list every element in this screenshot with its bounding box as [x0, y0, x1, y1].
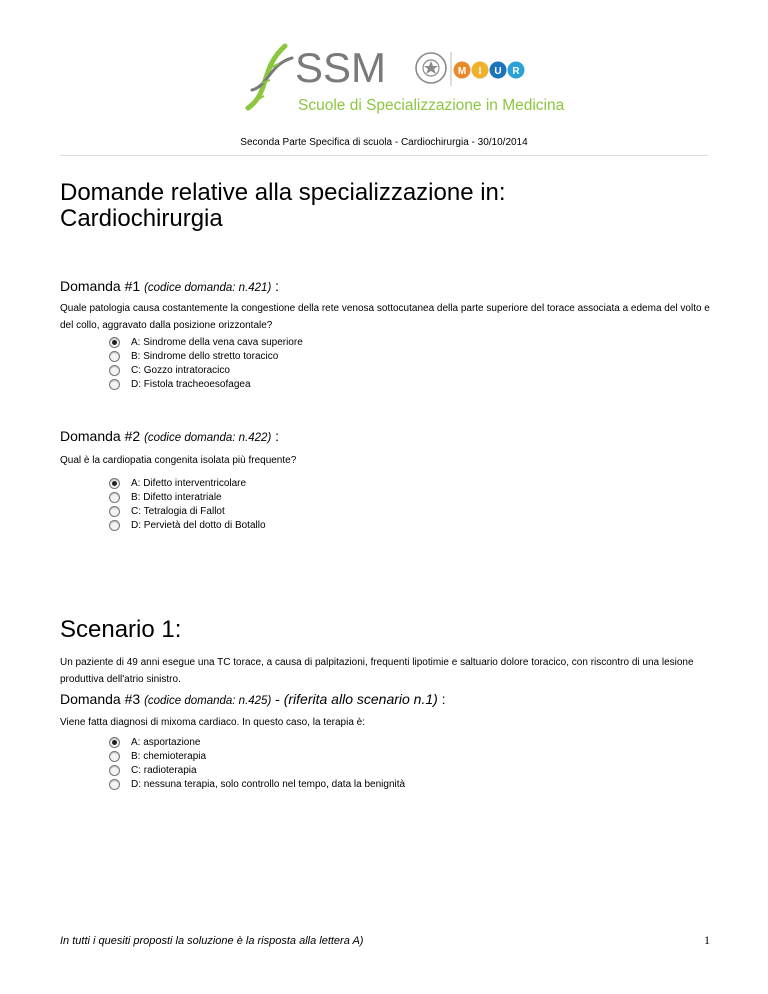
- question-3-separator: -: [271, 691, 284, 707]
- exam-header: Seconda Parte Specifica di scuola - Cardiochirurgia - 30/10/2014: [240, 137, 528, 148]
- question-1-colon: :: [271, 278, 280, 294]
- question-2-code: (codice domanda: n.422): [144, 432, 272, 444]
- radio-checked-icon[interactable]: [109, 337, 120, 348]
- page-title: [60, 180, 700, 232]
- page-title-line2: Cardiochirurgia: [60, 205, 223, 232]
- question-3-number: Domanda #3: [60, 691, 141, 707]
- q1-option-a[interactable]: [109, 335, 303, 349]
- header-divider: [60, 155, 708, 156]
- q2-option-c-label: C: Tetralogia di Fallot: [131, 505, 225, 517]
- radio-unchecked-icon[interactable]: [109, 365, 120, 376]
- q3-option-d-label: D: nessuna terapia, solo controllo nel tempo, data la benignità: [131, 778, 406, 790]
- q3-option-a[interactable]: [109, 735, 405, 749]
- logo-subtitle: Scuole di Specializzazione in Medicina: [298, 97, 565, 114]
- q1-option-c[interactable]: [109, 363, 303, 377]
- svg-text:U: U: [494, 66, 502, 77]
- q1-option-d-label: D: Fistola tracheoesofagea: [131, 378, 251, 390]
- radio-unchecked-icon[interactable]: [109, 351, 120, 362]
- question-3-colon: :: [437, 691, 446, 707]
- question-2-colon: :: [271, 428, 280, 444]
- q2-option-d-label: D: Pervietà del dotto di Botallo: [131, 519, 266, 531]
- question-2-title: [60, 428, 279, 444]
- question-2-options: [109, 476, 266, 532]
- question-1-options: [109, 335, 303, 391]
- page-title-line1: Domande relative alla specializzazione in:: [60, 179, 506, 206]
- radio-unchecked-icon[interactable]: [109, 751, 120, 762]
- question-1-code: (codice domanda: n.421): [144, 282, 272, 294]
- q3-option-b-label: B: chemioterapia: [131, 750, 207, 762]
- q1-option-b-label: B: Sindrome dello stretto toracico: [131, 350, 279, 362]
- question-3-title: [60, 691, 446, 707]
- dna-helix-icon: [248, 46, 292, 108]
- logo-brand: SSM: [295, 44, 387, 91]
- scenario-title: Scenario 1:: [60, 616, 182, 643]
- q1-option-b[interactable]: [109, 349, 303, 363]
- radio-unchecked-icon[interactable]: [109, 379, 120, 390]
- q3-option-c[interactable]: [109, 763, 405, 777]
- q2-option-a[interactable]: [109, 476, 266, 490]
- q2-option-b[interactable]: [109, 490, 266, 504]
- radio-unchecked-icon[interactable]: [109, 492, 120, 503]
- q3-option-a-label: A: asportazione: [131, 736, 201, 748]
- ssm-logo: [240, 38, 565, 118]
- radio-unchecked-icon[interactable]: [109, 779, 120, 790]
- footer-note: In tutti i quesiti proposti la soluzione è la risposta alla lettera A): [60, 935, 364, 947]
- q2-option-a-label: A: Difetto interventricolare: [131, 477, 247, 489]
- question-1-text: Quale patologia causa costantemente la congestione della rete venosa sottocutanea della parte superiore del torace associata a edema del volto e del collo, aggravato dalla posizione orizzontale?: [60, 303, 710, 331]
- q1-option-c-label: C: Gozzo intratoracico: [131, 364, 230, 376]
- q1-option-a-label: A: Sindrome della vena cava superiore: [131, 336, 303, 348]
- radio-unchecked-icon[interactable]: [109, 765, 120, 776]
- svg-text:I: I: [478, 66, 482, 77]
- question-3-code: (codice domanda: n.425): [144, 695, 272, 707]
- emblem-icon: [416, 53, 446, 83]
- svg-text:R: R: [512, 66, 520, 77]
- question-2-text: Qual è la cardiopatia congenita isolata più frequente?: [60, 455, 297, 466]
- q3-option-d[interactable]: [109, 777, 405, 791]
- q3-option-c-label: C: radioterapia: [131, 764, 197, 776]
- question-2-number: Domanda #2: [60, 428, 141, 444]
- miur-badge-icon: [454, 62, 525, 79]
- radio-unchecked-icon[interactable]: [109, 520, 120, 531]
- page-number: 1: [704, 933, 710, 947]
- q2-option-b-label: B: Difetto interatriale: [131, 491, 222, 503]
- question-3-text: Viene fatta diagnosi di mixoma cardiaco. In questo caso, la terapia è:: [60, 717, 365, 728]
- q2-option-c[interactable]: [109, 504, 266, 518]
- radio-checked-icon[interactable]: [109, 737, 120, 748]
- q1-option-d[interactable]: [109, 377, 303, 391]
- question-1-title: [60, 278, 279, 294]
- radio-checked-icon[interactable]: [109, 478, 120, 489]
- q3-option-b[interactable]: [109, 749, 405, 763]
- q2-option-d[interactable]: [109, 518, 266, 532]
- question-1-number: Domanda #1: [60, 278, 141, 294]
- svg-text:M: M: [457, 66, 467, 77]
- radio-unchecked-icon[interactable]: [109, 506, 120, 517]
- question-3-scenario-ref: (riferita allo scenario n.1): [283, 691, 438, 707]
- scenario-text: Un paziente di 49 anni esegue una TC torace, a causa di palpitazioni, frequenti lipotimie e saltuario dolore toracico, con riscontro di una lesione produttiva dell'atrio sinistro.: [60, 657, 694, 685]
- question-3-options: [109, 735, 405, 791]
